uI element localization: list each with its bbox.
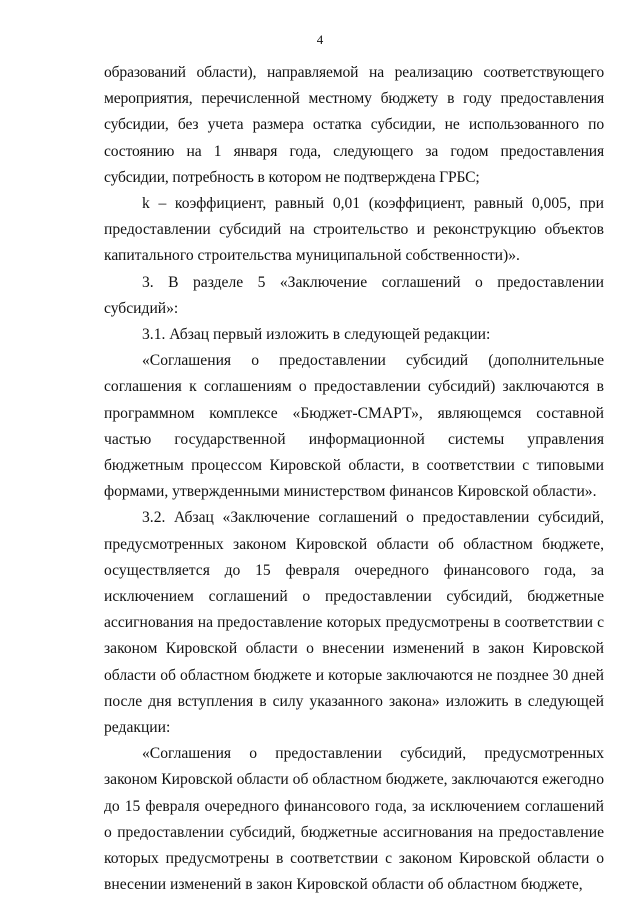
paragraph-new-wording: «Соглашения о предоставлении субсидий, предусмотренных законом Кировской области об областном бюджете, заключаются ежегодно до 15 февраля очередного финансового года, за исключением соглашений о предоставлении субсидий, бюджетные ассигнования на предоставление которых предусмотрены в соответствии с законом Кировской области о внесении изменений в закон Кировской области об областном бюджете,: [104, 745, 604, 894]
document-body: [104, 60, 604, 899]
page-number: 4: [316, 32, 324, 47]
paragraph-item-3-1: 3.1. Абзац первый изложить в следующей редакции:: [142, 326, 491, 344]
paragraph-quoted-agreements: «Соглашения о предоставлении субсидий (дополнительные соглашения к соглашениям о предоставлении субсидий) заключаются в программном комплексе «Бюджет-СМАРТ», являющемся составной частью государственной информационной системы управления бюджетным процессом Кировской области, в соответствии с типовыми формами, утвержденными министерством финансов Кировской области».: [104, 352, 604, 501]
paragraph-continuation: образований области), направляемой на реализацию соответствующего мероприятия, перечисленной местному бюджету в году предоставления субсидии, без учета размера остатка субсидии, не использованного по состоянию на 1 января года, следующего за годом предоставления субсидии, потребность в котором не подтверждена ГРБС;: [104, 64, 604, 186]
paragraph-coefficient-k: k – коэффициент, равный 0,01 (коэффициент, равный 0,005, при предоставлении субсидий на строительство и реконструкцию объектов капитального строительства муниципальной собственности)».: [104, 195, 604, 265]
paragraph-section-5-heading: 3. В разделе 5 «Заключение соглашений о предоставлении субсидий»:: [104, 273, 604, 317]
paragraph-item-3-2: 3.2. Абзац «Заключение соглашений о предоставлении субсидий, предусмотренных законом Кировской области об областном бюджете, осуществляется до 15 февраля очередного финансового года, за исключением соглашений о предоставлении субсидий, бюджетные ассигнования на предоставление которых предусмотрены в соответствии с законом Кировской области о внесении изменений в закон Кировской области об областном бюджете и которые заключаются не позднее 30 дней после дня вступления в силу указанного закона» изложить в следующей редакции:: [104, 509, 604, 737]
